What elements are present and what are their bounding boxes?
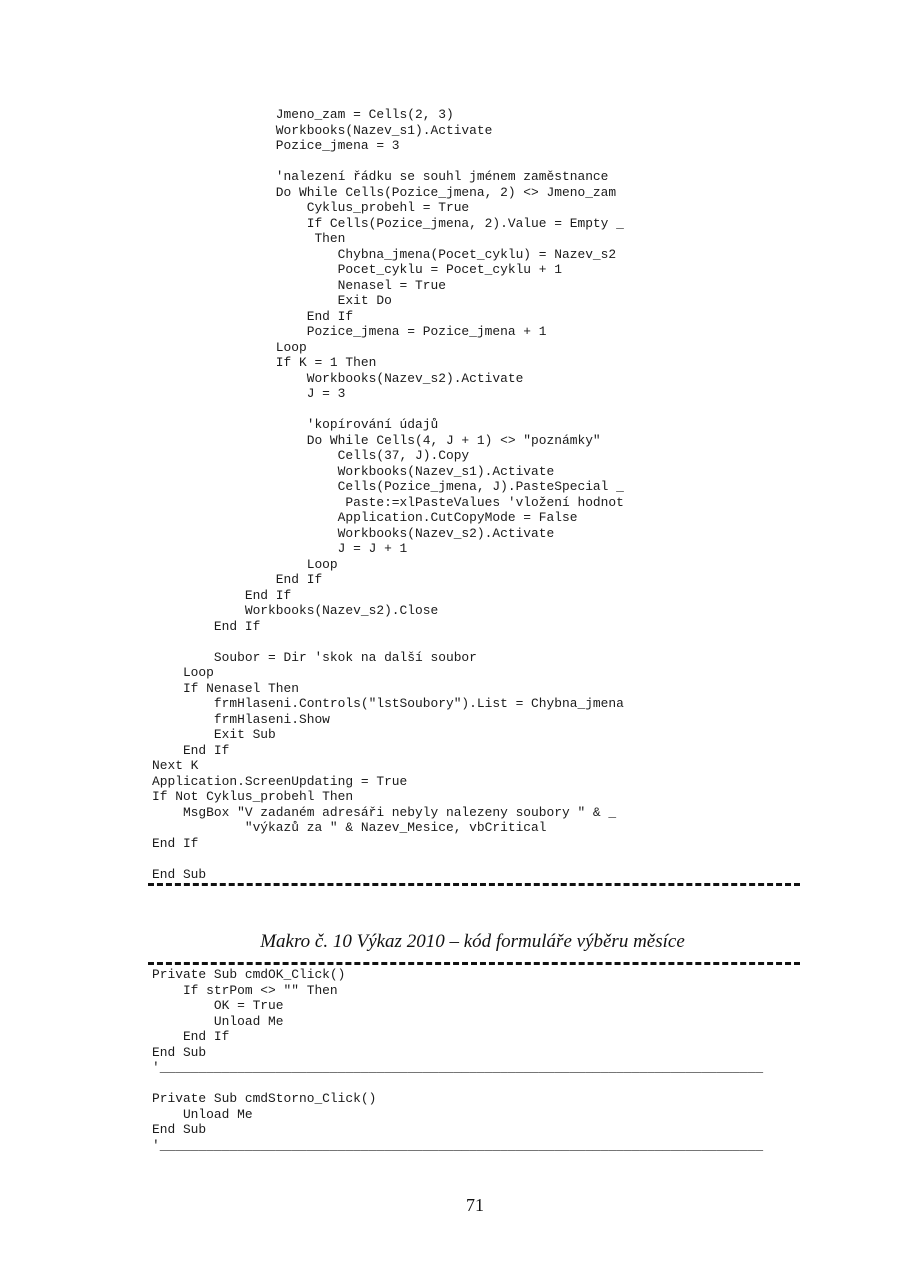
macro-caption: Makro č. 10 Výkaz 2010 – kód formuláře výběru měsíce (260, 931, 685, 952)
code-block-macro-10 (152, 967, 763, 1153)
code-line: Do While Cells(Pozice_jmena, 2) <> Jmeno_zam (152, 184, 617, 200)
code-line: End Sub (152, 1122, 207, 1137)
code-line: End If (152, 742, 230, 758)
code-line: Exit Sub (152, 727, 276, 742)
code-line: If Nenasel Then (152, 680, 299, 696)
code-line: If K = 1 Then (152, 355, 377, 370)
code-line (152, 402, 624, 418)
code-line: 'nalezení řádku se souhl jménem zaměstnance (152, 169, 609, 184)
code-line: Workbooks(Nazev_s2).Activate (152, 525, 555, 541)
code-line: '______________________________________________________________________________ (152, 1137, 764, 1153)
code-line: Loop (152, 339, 307, 355)
code-line: End If (152, 1029, 230, 1044)
code-line: Cyklus_probehl = True (152, 200, 470, 215)
code-line: End If (152, 308, 354, 324)
code-line: frmHlaseni.Controls("lstSoubory").List = Chybna_jmena (152, 696, 624, 711)
code-line: If Not Cyklus_probehl Then (152, 789, 354, 804)
code-line: End If (152, 572, 323, 587)
code-line: Application.ScreenUpdating = True (152, 773, 408, 789)
code-line: Jmeno_zam = Cells(2, 3) (152, 107, 454, 122)
code-line: Application.CutCopyMode = False (152, 510, 578, 525)
code-line: J = 3 (152, 386, 346, 401)
code-line: '______________________________________________________________________________ (152, 1060, 764, 1075)
code-line (152, 851, 624, 867)
code-line: Chybna_jmena(Pocet_cyklu) = Nazev_s2 (152, 246, 617, 262)
code-line: MsgBox "V zadaném adresáři nebyly nalezeny soubory " & _ (152, 804, 617, 820)
code-line: End Sub (152, 866, 207, 882)
code-line: frmHlaseni.Show (152, 711, 330, 727)
code-line: Workbooks(Nazev_s1).Activate (152, 463, 555, 479)
code-line: End If (152, 618, 261, 634)
code-line: Loop (152, 556, 338, 572)
code-line: "výkazů za " & Nazev_Mesice, vbCritical (152, 820, 547, 835)
code-line: Cells(Pozice_jmena, J).PasteSpecial _ (152, 479, 624, 494)
code-line: J = J + 1 (152, 541, 408, 556)
caption-top-rule (148, 883, 800, 886)
code-line: Cells(37, J).Copy (152, 448, 470, 463)
code-line: End If (152, 587, 292, 603)
code-line: Private Sub cmdStorno_Click() (152, 1091, 377, 1106)
code-line: Loop (152, 665, 214, 680)
code-line: Private Sub cmdOK_Click() (152, 967, 346, 982)
code-line: Paste:=xlPasteValues 'vložení hodnot (152, 494, 624, 510)
code-line: Pozice_jmena = 3 (152, 138, 400, 153)
code-line: Next K (152, 758, 199, 773)
code-line: Pocet_cyklu = Pocet_cyklu + 1 (152, 262, 562, 277)
code-line: Workbooks(Nazev_s1).Activate (152, 122, 493, 138)
page-number: 71 (466, 1195, 484, 1215)
code-line: If Cells(Pozice_jmena, 2).Value = Empty _ (152, 215, 624, 231)
code-line (152, 634, 624, 650)
code-line: If strPom <> "" Then (152, 982, 338, 998)
code-line (152, 154, 624, 170)
code-line: End If (152, 835, 199, 851)
code-line: Pozice_jmena = Pozice_jmena + 1 (152, 324, 547, 339)
code-line (152, 1076, 763, 1092)
code-line: Unload Me (152, 1106, 253, 1122)
code-line: OK = True (152, 998, 284, 1013)
code-line: Do While Cells(4, J + 1) <> "poznámky" (152, 432, 601, 448)
code-line: 'kopírování údajů (152, 417, 439, 432)
code-line: Workbooks(Nazev_s2).Activate (152, 370, 524, 386)
code-line: Then (152, 231, 346, 246)
code-line: Unload Me (152, 1013, 284, 1029)
code-line: End Sub (152, 1044, 207, 1060)
code-block-macro-9-continuation (152, 107, 624, 882)
code-line: Exit Do (152, 293, 392, 308)
code-line: Nenasel = True (152, 277, 446, 293)
code-line: Soubor = Dir 'skok na další soubor (152, 649, 477, 665)
code-line: Workbooks(Nazev_s2).Close (152, 603, 439, 618)
caption-bottom-rule (148, 962, 800, 965)
